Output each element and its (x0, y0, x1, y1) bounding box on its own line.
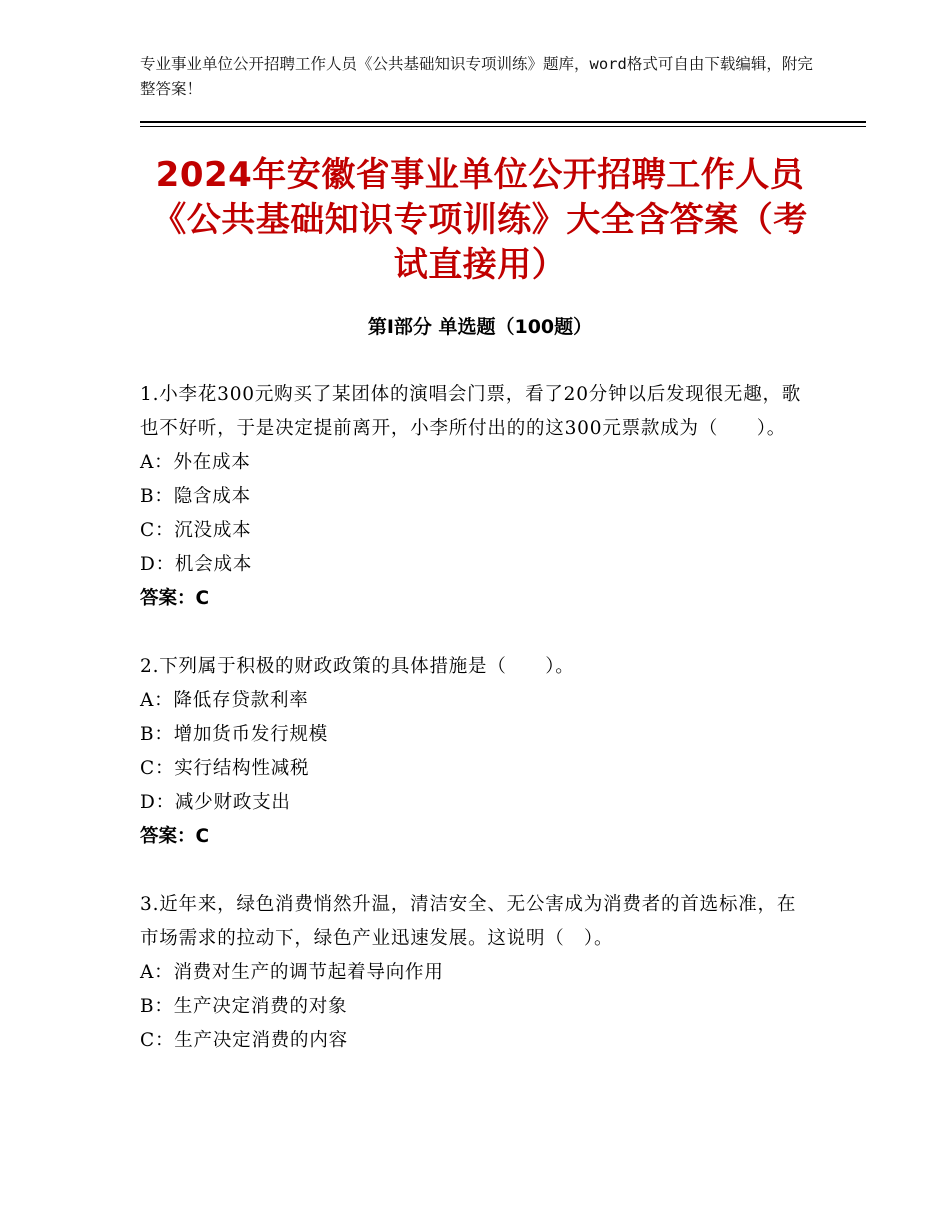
document-title: 2024年安徽省事业单位公开招聘工作人员《公共基础知识专项训练》大全含答案（考试直接用） (152, 155, 808, 285)
option-b: B：增加货币发行规模 (140, 724, 329, 745)
header-note: 专业事业单位公开招聘工作人员《公共基础知识专项训练》题库，word格式可自由下载编辑，附完整答案！ (140, 55, 813, 98)
question-2 (140, 650, 812, 854)
question-list (140, 378, 812, 1092)
answer-line: 答案：C (140, 826, 210, 847)
option-a: A：消费对生产的调节起着导向作用 (140, 962, 444, 983)
option-a: A：降低存贷款利率 (140, 690, 309, 711)
option-c: C：沉没成本 (140, 520, 252, 541)
question-stem: 2.下列属于积极的财政政策的具体措施是（ ）。 (140, 656, 575, 677)
option-a: A：外在成本 (140, 452, 251, 473)
answer-line: 答案：C (140, 588, 210, 609)
option-c: C：实行结构性减税 (140, 758, 310, 779)
header-divider-thick (140, 121, 866, 123)
option-d: D：机会成本 (140, 554, 253, 575)
question-3 (140, 888, 812, 1058)
question-stem: 1.小李花300元购买了某团体的演唱会门票，看了20分钟以后发现很无趣，歌也不好听，于是决定提前离开，小李所付出的的这300元票款成为（ ）。 (140, 384, 802, 439)
section-title: 第Ⅰ部分 单选题（100题） (367, 316, 593, 338)
option-b: B：隐含成本 (140, 486, 251, 507)
option-b: B：生产决定消费的对象 (140, 996, 348, 1017)
question-stem: 3.近年来，绿色消费悄然升温，清洁安全、无公害成为消费者的首选标准，在市场需求的拉动下，绿色产业迅速发展。这说明（ ）。 (140, 894, 797, 949)
header-divider-thin (140, 126, 866, 127)
option-c: C：生产决定消费的内容 (140, 1030, 348, 1051)
option-d: D：减少财政支出 (140, 792, 291, 813)
question-1 (140, 378, 812, 616)
